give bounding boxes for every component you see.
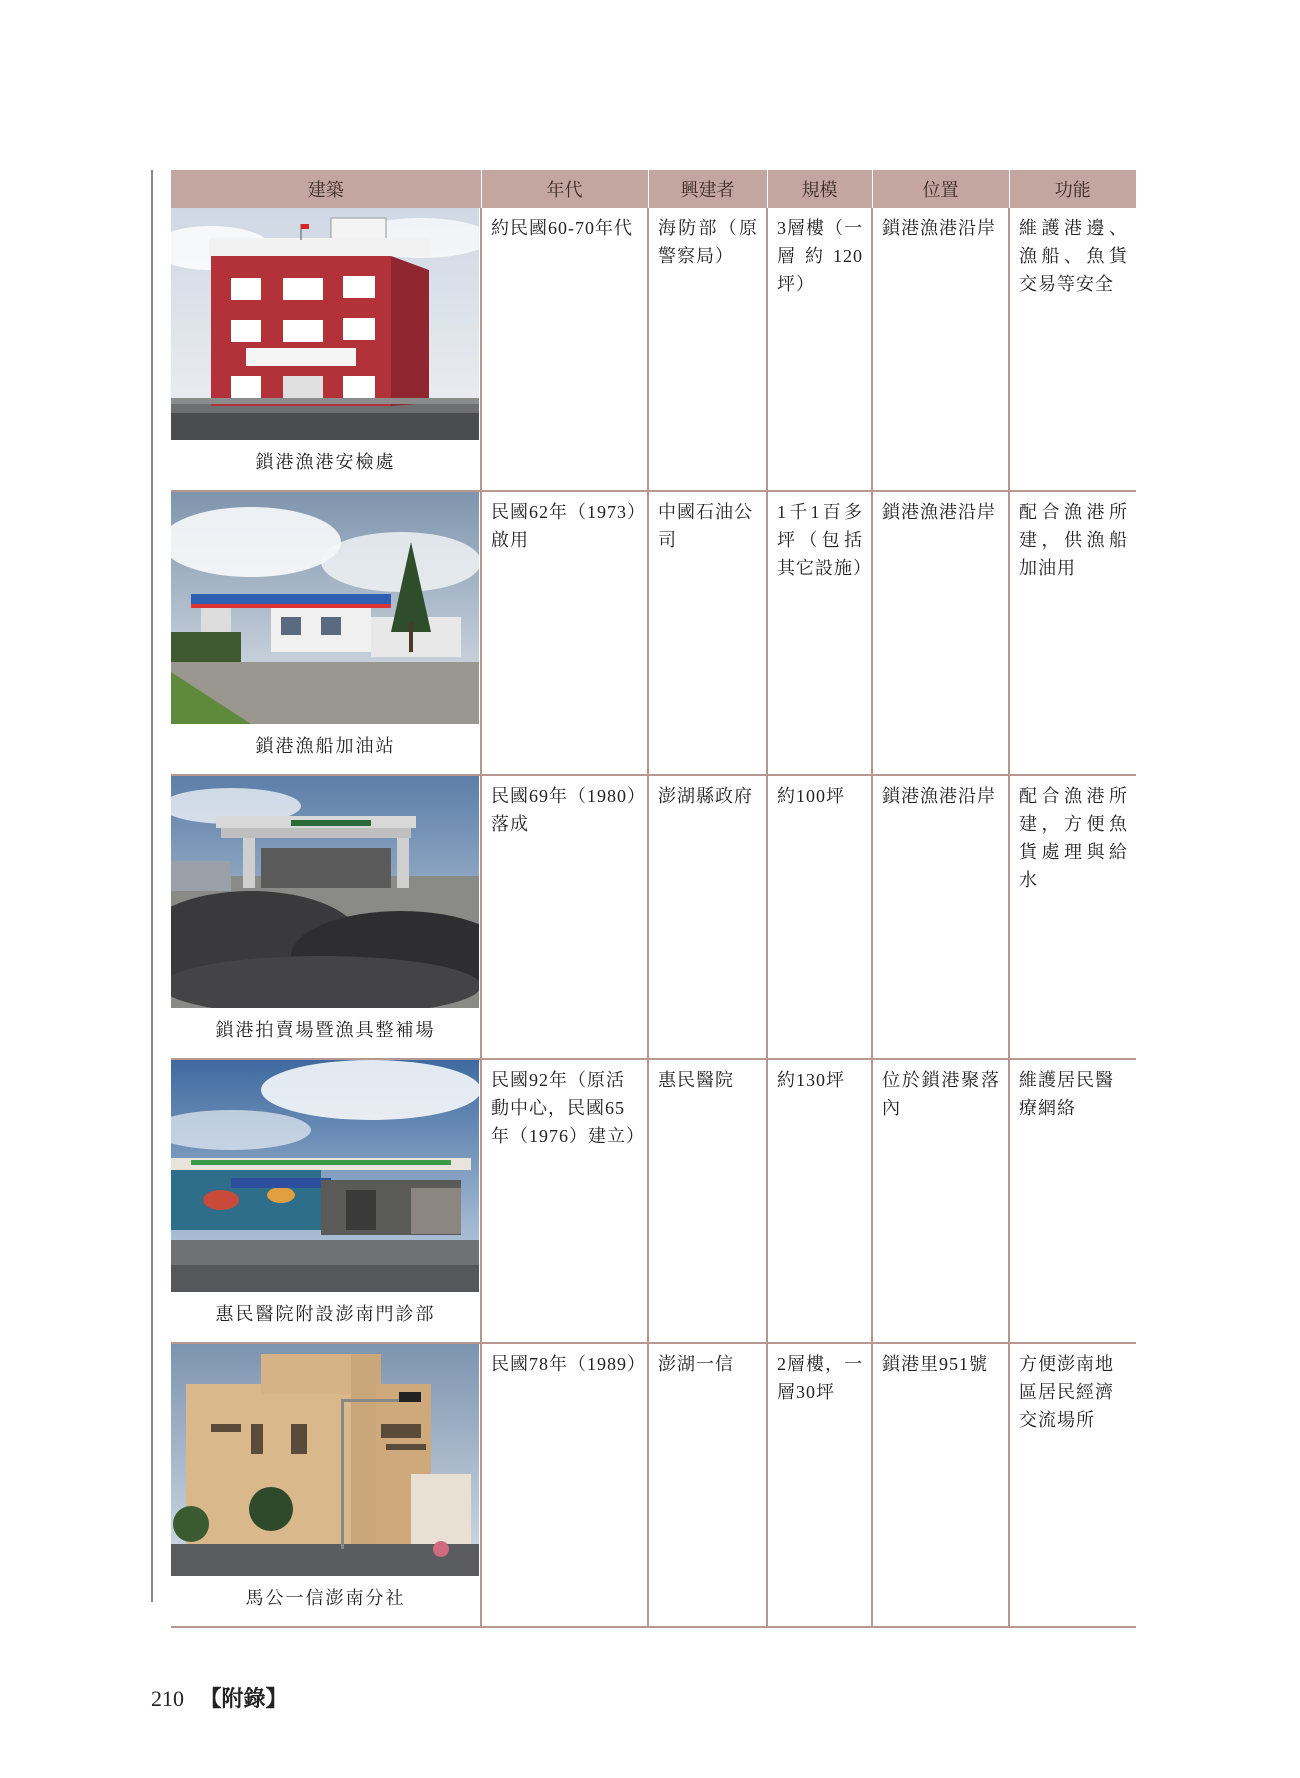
building-photo <box>171 776 479 1008</box>
header-building: 建築 <box>171 170 481 208</box>
header-scale: 規模 <box>767 170 872 208</box>
buildings-table <box>171 170 1136 1628</box>
header-builder: 興建者 <box>648 170 767 208</box>
location-cell: 鎖港里951號 <box>872 1343 1009 1627</box>
building-photo <box>171 1344 479 1576</box>
table-row <box>171 491 1136 775</box>
section-label: 【附錄】 <box>199 1686 288 1711</box>
table-row <box>171 775 1136 1059</box>
scale-cell: 2層樓，一層30坪 <box>767 1343 872 1627</box>
table-header-row <box>171 170 1136 208</box>
header-era: 年代 <box>481 170 648 208</box>
location-cell: 鎖港漁港沿岸 <box>872 775 1009 1059</box>
building-caption: 惠民醫院附設澎南門診部 <box>215 1304 436 1324</box>
building-photo <box>171 492 479 724</box>
scale-cell: 約100坪 <box>767 775 872 1059</box>
table-row <box>171 1059 1136 1343</box>
building-cell <box>171 1059 481 1343</box>
building-caption: 鎖港漁船加油站 <box>255 736 396 756</box>
location-cell: 鎖港漁港沿岸 <box>872 208 1009 491</box>
function-cell: 方便澎南地區居民經濟交流場所 <box>1009 1343 1136 1627</box>
function-cell: 維護港邊、漁船、魚貨交易等安全 <box>1009 208 1136 491</box>
building-cell <box>171 775 481 1059</box>
function-cell: 維護居民醫療網絡 <box>1009 1059 1136 1343</box>
building-caption: 馬公一信澎南分社 <box>245 1588 406 1608</box>
builder-cell: 惠民醫院 <box>648 1059 767 1343</box>
table-row <box>171 1343 1136 1627</box>
function-cell: 配合漁港所建，供漁船加油用 <box>1009 491 1136 775</box>
table-row <box>171 208 1136 491</box>
page-footer <box>151 1682 288 1713</box>
function-cell: 配合漁港所建，方便魚貨處理與給水 <box>1009 775 1136 1059</box>
builder-cell: 海防部（原警察局） <box>648 208 767 491</box>
page-margin-rule <box>151 170 153 1602</box>
building-cell <box>171 208 481 491</box>
building-caption: 鎖港漁港安檢處 <box>255 452 396 472</box>
era-cell: 民國92年（原活動中心，民國65年（1976）建立） <box>481 1059 648 1343</box>
page-number: 210 <box>151 1686 184 1711</box>
builder-cell: 澎湖一信 <box>648 1343 767 1627</box>
era-cell: 約民國60-70年代 <box>481 208 648 491</box>
building-cell <box>171 491 481 775</box>
builder-cell: 澎湖縣政府 <box>648 775 767 1059</box>
scale-cell: 約130坪 <box>767 1059 872 1343</box>
header-function: 功能 <box>1009 170 1136 208</box>
scale-cell: 1千1百多坪（包括其它設施） <box>767 491 872 775</box>
building-photo <box>171 208 479 440</box>
building-caption: 鎖港拍賣場暨漁具整補場 <box>215 1020 436 1040</box>
era-cell: 民國69年（1980）落成 <box>481 775 648 1059</box>
header-location: 位置 <box>872 170 1009 208</box>
location-cell: 鎖港漁港沿岸 <box>872 491 1009 775</box>
era-cell: 民國62年（1973）啟用 <box>481 491 648 775</box>
scale-cell: 3層樓（一層約120坪） <box>767 208 872 491</box>
location-cell: 位於鎖港聚落內 <box>872 1059 1009 1343</box>
building-cell <box>171 1343 481 1627</box>
building-photo <box>171 1060 479 1292</box>
era-cell: 民國78年（1989） <box>481 1343 648 1627</box>
builder-cell: 中國石油公司 <box>648 491 767 775</box>
